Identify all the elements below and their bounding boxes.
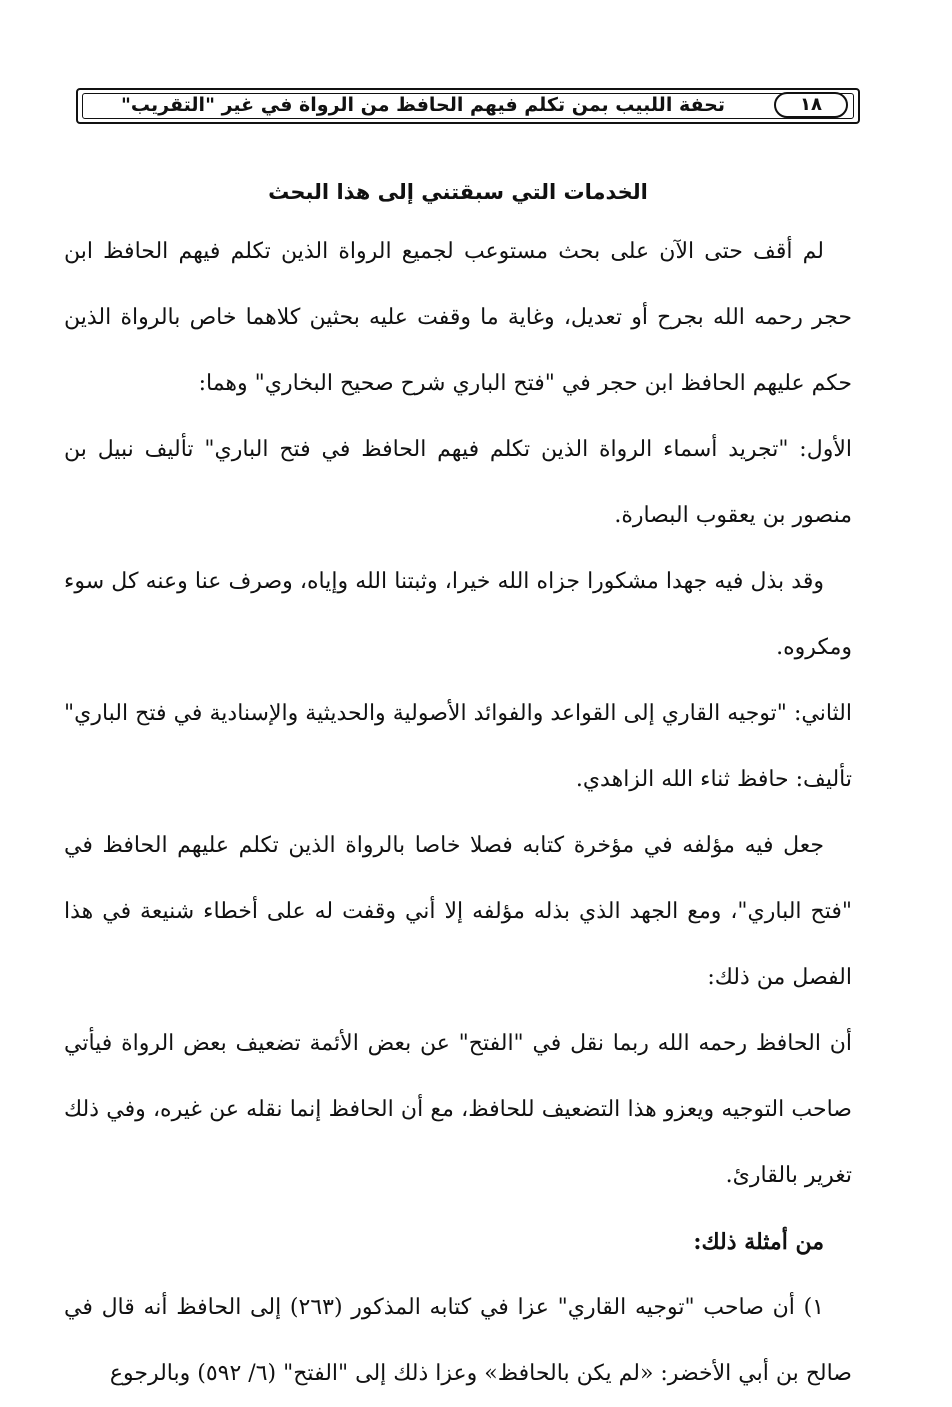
paragraph-misattribution: أن الحافظ رحمه الله ربما نقل في "الفتح" عن بعض الأئمة تضعيف بعض الرواة فيأتي صاحب التوجيه ويعزو هذا التضعيف للحافظ، مع أن الحافظ إنما نقله عن غيره، وفي ذلك تغرير بالقارئ. [64,1031,852,1188]
section-title: الخدمات التي سبقتني إلى هذا البحث [268,180,648,204]
examples-heading: من أمثلة ذلك: [693,1229,824,1255]
paragraph-praise: وقد بذل فيه جهدا مشكورا جزاه الله خيرا، وثبتنا الله وإياه، وصرف عنا وعنه كل سوء ومكروه. [64,569,852,660]
book-title: تحفة اللبيب بمن تكلم فيهم الحافظ من الرواة في غير "التقريب" [121,94,725,116]
page-number: ١٨ [774,92,848,118]
paragraph-first-work: الأول: "تجريد أسماء الرواة الذين تكلم فيهم الحافظ في فتح الباري" تأليف نبيل بن منصور بن يعقوب البصارة. [64,437,852,528]
page-body [64,165,852,1407]
running-header [76,88,860,124]
example-1: ١) أن صاحب "توجيه القاري" عزا في كتابه المذكور (٢٦٣) إلى الحافظ أنه قال في صالح بن أبي الأخضر: «لم يكن بالحافظ» وعزا ذلك إلى "الفتح" (٦/ ٥٩٢) وبالرجوع [64,1295,852,1386]
paragraph-intro: لم أقف حتى الآن على بحث مستوعب لجميع الرواة الذين تكلم فيهم الحافظ ابن حجر رحمه الله بجرح أو تعديل، وغاية ما وقفت عليه بحثين كلاهما خاص بالرواة الذين حكم عليهم الحافظ ابن حجر في "فتح الباري شرح صحيح البخاري" وهما: [64,239,852,396]
paragraph-second-work: الثاني: "توجيه القاري إلى القواعد والفوائد الأصولية والحديثية والإسنادية في فتح الباري" تأليف: حافظ ثناء الله الزاهدي. [64,701,852,792]
paragraph-critique: جعل فيه مؤلفه في مؤخرة كتابه فصلا خاصا بالرواة الذين تكلم عليهم الحافظ في "فتح الباري"، ومع الجهد الذي بذله مؤلفه إلا أني وقفت له على أخطاء شنيعة في هذا الفصل من ذلك: [64,833,852,990]
